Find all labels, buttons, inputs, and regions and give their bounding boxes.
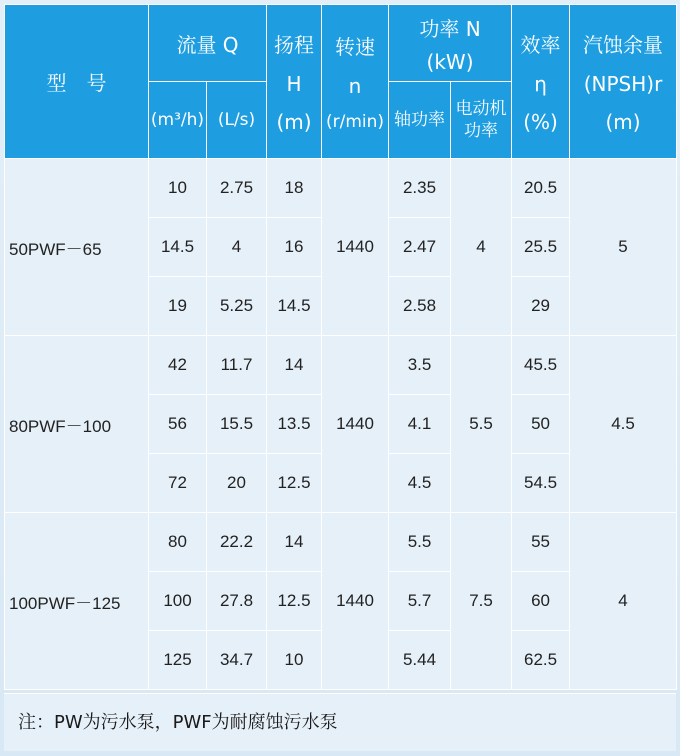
flow-m3h-cell: 72: [149, 454, 207, 513]
head-cell: 16: [267, 218, 322, 277]
header-eff-unit: (%): [523, 110, 558, 134]
shaft-power-cell: 2.35: [389, 159, 451, 218]
header-motor-power: 电动机功率: [451, 82, 512, 159]
eff-cell: 45.5: [512, 336, 570, 395]
flow-m3h-cell: 10: [149, 159, 207, 218]
header-shaft-power: 轴功率: [389, 82, 451, 159]
model-cell: 50PWF－65: [5, 159, 149, 336]
model-cell: 100PWF－125: [5, 513, 149, 690]
eff-cell: 60: [512, 572, 570, 631]
shaft-power-cell: 3.5: [389, 336, 451, 395]
eff-cell: 29: [512, 277, 570, 336]
header-speed-unit: (r/min): [325, 112, 385, 132]
eff-cell: 55: [512, 513, 570, 572]
shaft-power-cell: 4.5: [389, 454, 451, 513]
speed-cell: 1440: [322, 336, 389, 513]
header-speed: [322, 5, 389, 159]
flow-m3h-cell: 56: [149, 395, 207, 454]
head-cell: 14: [267, 513, 322, 572]
model-cell: 80PWF－100: [5, 336, 149, 513]
header-flow-ls: (L/s): [207, 82, 267, 159]
header-flow-m3h: (m³/h): [149, 82, 207, 159]
flow-m3h-cell: 14.5: [149, 218, 207, 277]
eff-cell: 62.5: [512, 631, 570, 690]
eff-cell: 50: [512, 395, 570, 454]
eff-cell: 20.5: [512, 159, 570, 218]
header-speed-sym: n: [348, 74, 362, 98]
shaft-power-cell: 2.58: [389, 277, 451, 336]
header-power-label: 功率 N: [419, 16, 481, 41]
header-power: [389, 5, 512, 82]
header-npsh: [570, 5, 677, 159]
speed-cell: 1440: [322, 159, 389, 336]
motor-power-cell: 5.5: [451, 336, 512, 513]
flow-m3h-cell: 42: [149, 336, 207, 395]
header-eff: [512, 5, 570, 159]
head-cell: 10: [267, 631, 322, 690]
flow-m3h-cell: 100: [149, 572, 207, 631]
header-eff-sym: η: [534, 72, 547, 96]
flow-ls-cell: 4: [207, 218, 267, 277]
eff-cell: 54.5: [512, 454, 570, 513]
npsh-cell: 4.5: [570, 336, 677, 513]
table-row: [5, 513, 677, 572]
flow-ls-cell: 20: [207, 454, 267, 513]
npsh-cell: 5: [570, 159, 677, 336]
speed-cell: 1440: [322, 513, 389, 690]
motor-power-cell: 4: [451, 159, 512, 336]
flow-m3h-cell: 80: [149, 513, 207, 572]
shaft-power-cell: 4.1: [389, 395, 451, 454]
head-cell: 13.5: [267, 395, 322, 454]
head-cell: 18: [267, 159, 322, 218]
shaft-power-cell: 5.7: [389, 572, 451, 631]
flow-ls-cell: 2.75: [207, 159, 267, 218]
flow-ls-cell: 15.5: [207, 395, 267, 454]
header-power-unit: (kW): [426, 49, 474, 74]
npsh-cell: 4: [570, 513, 677, 690]
header-npsh-unit: (m): [605, 110, 641, 134]
header-head: [267, 5, 322, 159]
table-note: 注：PW为污水泵，PWF为耐腐蚀污水泵: [4, 693, 676, 751]
header-model: 型 号: [5, 5, 149, 159]
flow-ls-cell: 22.2: [207, 513, 267, 572]
header-head-unit: (m): [276, 110, 312, 134]
eff-cell: 25.5: [512, 218, 570, 277]
pump-spec-table: [4, 4, 677, 690]
head-cell: 14: [267, 336, 322, 395]
flow-m3h-cell: 125: [149, 631, 207, 690]
flow-ls-cell: 34.7: [207, 631, 267, 690]
flow-ls-cell: 27.8: [207, 572, 267, 631]
shaft-power-cell: 2.47: [389, 218, 451, 277]
shaft-power-cell: 5.5: [389, 513, 451, 572]
head-cell: 12.5: [267, 454, 322, 513]
head-cell: 12.5: [267, 572, 322, 631]
header-speed-label: 转速: [335, 35, 376, 59]
flow-ls-cell: 11.7: [207, 336, 267, 395]
header-npsh-sym: (NPSH)r: [583, 72, 663, 96]
flow-m3h-cell: 19: [149, 277, 207, 336]
head-cell: 14.5: [267, 277, 322, 336]
shaft-power-cell: 5.44: [389, 631, 451, 690]
header-eff-label: 效率: [520, 33, 561, 57]
header-head-sym: H: [286, 72, 302, 96]
table-row: [5, 159, 677, 218]
flow-ls-cell: 5.25: [207, 277, 267, 336]
motor-power-cell: 7.5: [451, 513, 512, 690]
table-row: [5, 336, 677, 395]
header-npsh-label: 汽蚀余量: [583, 33, 664, 57]
header-flow: 流量 Q: [149, 5, 267, 82]
header-head-label: 扬程: [274, 33, 315, 57]
